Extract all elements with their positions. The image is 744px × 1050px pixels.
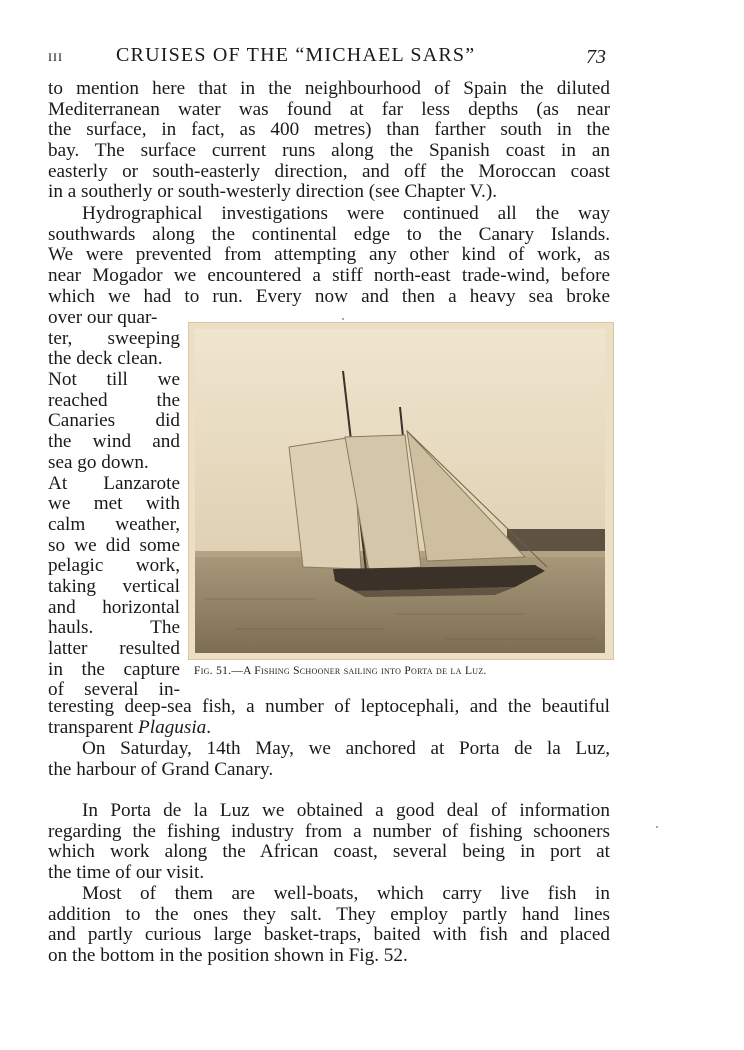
text-line: latter resulted bbox=[48, 638, 180, 659]
text-line: Not till we bbox=[48, 369, 180, 391]
text-fragment: . bbox=[206, 716, 212, 738]
text-line: teresting deep-sea fish, a number of leptocephali, and the beautiful bbox=[48, 696, 610, 717]
text-line: the deck clean. bbox=[48, 348, 163, 370]
text-line: bay. The surface current runs along the Spanish coast in an bbox=[48, 140, 610, 162]
text-line bbox=[48, 718, 610, 739]
figure-51 bbox=[188, 322, 614, 660]
text-line: on the bottom in the position shown in Fig. 52. bbox=[48, 945, 408, 967]
page-number: 73 bbox=[586, 46, 606, 68]
text-line: ter, sweeping bbox=[48, 327, 180, 349]
wrap-column bbox=[48, 308, 180, 701]
text-line: and partly curious large basket-traps, baited with fish and placed bbox=[48, 924, 610, 946]
text-line: to mention here that in the neighbourhood of Spain the diluted bbox=[48, 78, 610, 99]
text-line: reached the bbox=[48, 389, 180, 411]
text-line: the harbour of Grand Canary. bbox=[48, 758, 274, 780]
text-line: sea go down. bbox=[48, 451, 149, 473]
text-line: Canaries did bbox=[48, 410, 180, 432]
text-line: over our quar- bbox=[48, 307, 158, 328]
italic-term: Plagusia bbox=[138, 716, 207, 738]
text-line: the surface, in fact, as 400 metres) than farther south in the bbox=[48, 119, 610, 141]
text-line: southwards along the continental edge to the Canary Islands. bbox=[48, 223, 610, 245]
text-line: we met with bbox=[48, 493, 180, 515]
text-line: which we had to run. Every now and then a heavy sea broke bbox=[48, 285, 610, 307]
text-line: Hydrographical investigations were continued all the way bbox=[82, 203, 610, 224]
text-line: pelagic work, bbox=[48, 555, 180, 577]
paragraph-3 bbox=[48, 739, 610, 780]
text-fragment: transparent bbox=[48, 716, 139, 738]
text-line: and horizontal bbox=[48, 596, 180, 618]
text-line: calm weather, bbox=[48, 513, 180, 535]
schooner-photograph bbox=[195, 329, 605, 653]
text-line: of several in- bbox=[48, 679, 180, 701]
text-line: In Porta de la Luz we obtained a good deal of information bbox=[82, 800, 610, 821]
paragraph-2-tail bbox=[48, 697, 610, 738]
print-speck bbox=[342, 318, 344, 320]
paragraph-1 bbox=[48, 79, 610, 203]
text-line: At Lanzarote bbox=[48, 472, 180, 494]
text-line: Mediterranean water was found at far less depths (as near bbox=[48, 98, 610, 120]
text-line: addition to the ones they salt. They employ partly hand lines bbox=[48, 903, 610, 925]
paragraph-4 bbox=[48, 801, 610, 884]
text-line: We were prevented from attempting any other kind of work, as bbox=[48, 244, 610, 266]
text-line: which work along the African coast, several being in port at bbox=[48, 841, 610, 863]
text-line: easterly or south-easterly direction, and off the Moroccan coast bbox=[48, 160, 610, 182]
text-line: the time of our visit. bbox=[48, 862, 205, 884]
text-line: near Mogador we encountered a stiff north-east trade-wind, before bbox=[48, 265, 610, 287]
text-line: On Saturday, 14th May, we anchored at Porta de la Luz, bbox=[82, 738, 610, 759]
text-line: in the capture bbox=[48, 658, 180, 680]
figure-caption: Fig. 51.—A Fishing Schooner sailing into Porta de la Luz. bbox=[194, 665, 487, 677]
running-title: CRUISES OF THE “MICHAEL SARS” bbox=[116, 44, 476, 66]
text-line: so we did some bbox=[48, 534, 180, 556]
text-line: in a southerly or south-westerly direction (see Chapter V.). bbox=[48, 181, 498, 203]
text-line: hauls. The bbox=[48, 617, 180, 639]
paragraph-5 bbox=[48, 884, 610, 967]
text-line: Most of them are well-boats, which carry live fish in bbox=[82, 883, 610, 904]
text-line: regarding the fishing industry from a number of fishing schooners bbox=[48, 820, 610, 842]
paragraph-2 bbox=[48, 204, 610, 307]
print-speck bbox=[656, 826, 658, 828]
running-header bbox=[48, 44, 610, 74]
chapter-number: III bbox=[48, 50, 63, 64]
text-line: taking vertical bbox=[48, 575, 180, 597]
text-line: the wind and bbox=[48, 431, 180, 453]
